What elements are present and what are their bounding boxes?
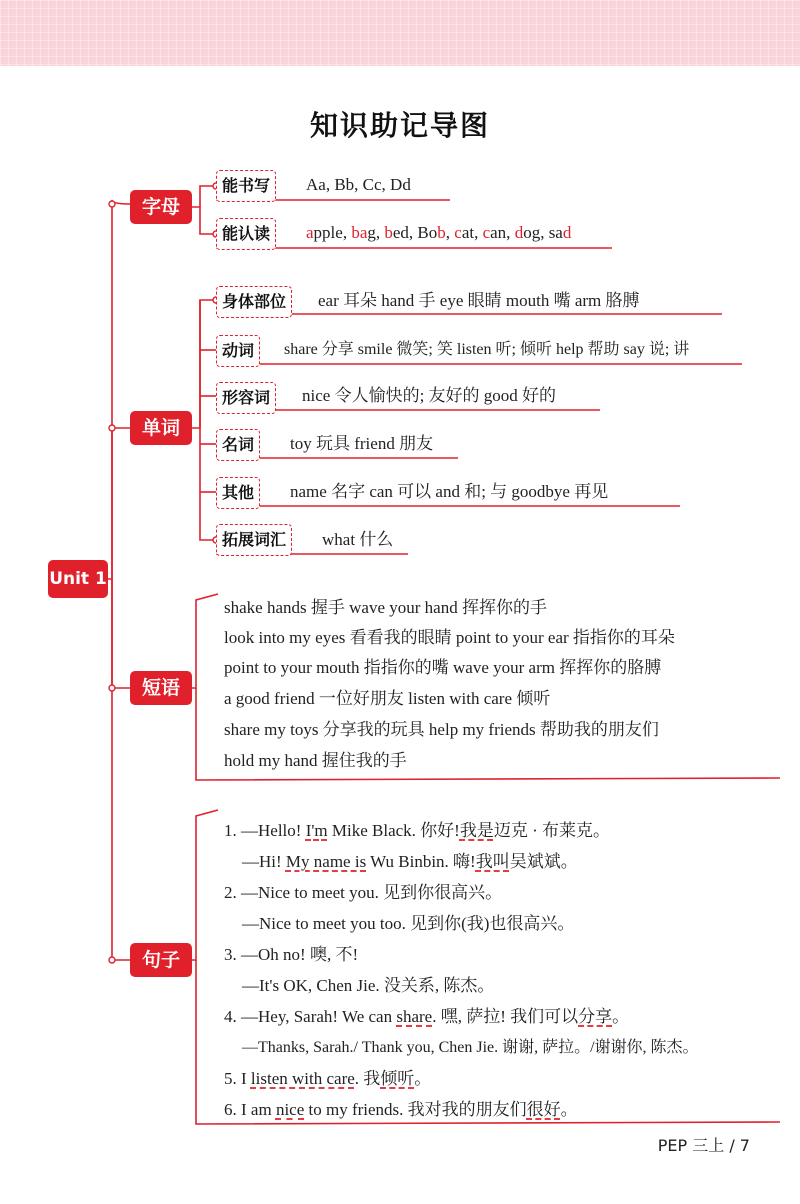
word-part: ,	[445, 223, 455, 242]
word-part: g,	[367, 223, 385, 242]
write-letters-text: Aa, Bb, Cc, Dd	[306, 175, 411, 194]
phrase-line: a good friend 一位好朋友 listen with care 倾听	[224, 689, 551, 708]
highlighted-letter: d	[562, 223, 572, 242]
highlighted-letter: a	[359, 223, 368, 242]
word-part: sa	[548, 223, 563, 242]
sentence-part: 5. I	[224, 1069, 251, 1088]
label-can-write: 能书写	[216, 170, 276, 202]
highlighted-letter: b	[437, 223, 446, 242]
key-phrase: share	[396, 1007, 433, 1026]
sentence-part: 6. I am	[224, 1100, 276, 1119]
key-phrase: 很好	[526, 1100, 561, 1119]
sentence-part: —Nice to meet you too. 见到你(我)也很高兴。	[242, 914, 575, 933]
category-letters: 字母	[130, 190, 192, 224]
category-sentences: 句子	[130, 943, 192, 977]
body-parts-text: ear 耳朵 hand 手 eye 眼睛 mouth 嘴 arm 胳膊	[318, 291, 640, 310]
page-footer: PEP 三上 / 7	[657, 1136, 750, 1155]
label-extended-vocab: 拓展词汇	[216, 524, 292, 556]
sentence-line	[242, 975, 494, 997]
sentence-part: Mike Black. 你好!	[327, 821, 460, 840]
key-phrase: 我是	[459, 821, 494, 840]
key-phrase: listen with care	[250, 1069, 355, 1088]
nouns-text: toy 玩具 friend 朋友	[290, 434, 434, 453]
highlighted-letter: b	[384, 223, 393, 242]
word-part: Bo	[417, 223, 438, 242]
word-part: ed,	[392, 223, 418, 242]
verbs-text: share 分享 smile 微笑; 笑 listen 听; 倾听 help 帮助 say 说; 讲	[284, 341, 690, 358]
sentence-part: 3. —Oh no! 噢, 不!	[224, 945, 359, 964]
sentence-line	[242, 1037, 699, 1059]
sentence-part: —Hi!	[242, 852, 286, 871]
others-text: name 名字 can 可以 and 和; 与 goodbye 再见	[290, 482, 609, 501]
phrase-line: shake hands 握手 wave your hand 挥挥你的手	[224, 598, 547, 617]
sentence-part: . 我	[354, 1069, 381, 1088]
phrase-line: look into my eyes 看看我的眼睛 point to your ear 指指你的耳朵	[224, 628, 675, 647]
sentence-part: 1. —Hello!	[224, 821, 306, 840]
sentence-part: . 嘿, 萨拉! 我们可以	[432, 1007, 579, 1026]
key-phrase: nice	[275, 1100, 305, 1119]
label-others: 其他	[216, 477, 260, 509]
category-phrases: 短语	[130, 671, 192, 705]
phrase-line: point to your mouth 指指你的嘴 wave your arm 挥挥你的胳膊	[224, 658, 662, 677]
word-part: at,	[461, 223, 483, 242]
sentence-part: to my friends. 我对我的朋友们	[304, 1100, 527, 1119]
phrase-line: share my toys 分享我的玩具 help my friends 帮助我的朋友们	[224, 720, 659, 739]
word-part: pple,	[313, 223, 352, 242]
word-part: og,	[523, 223, 549, 242]
sentence-part: 2. —Nice to meet you. 见到你很高兴。	[224, 883, 503, 902]
highlighted-letter: b	[351, 223, 360, 242]
sentence-part: 。	[560, 1100, 578, 1119]
label-can-read: 能认读	[216, 218, 276, 250]
sentence-line	[224, 1068, 431, 1090]
extended-vocab-text: what 什么	[322, 530, 394, 549]
label-nouns: 名词	[216, 429, 260, 461]
label-adjectives: 形容词	[216, 382, 276, 414]
read-words-text	[306, 222, 571, 244]
sentence-line	[224, 1006, 629, 1028]
sentence-line	[224, 882, 502, 904]
sentence-part: 4. —Hey, Sarah! We can	[224, 1007, 397, 1026]
highlighted-letter: c	[454, 223, 462, 242]
phrase-line: hold my hand 握住我的手	[224, 751, 407, 770]
sentence-part: 。	[612, 1007, 630, 1026]
sentence-part: —Thanks, Sarah./ Thank you, Chen Jie. 谢谢, 萨拉。/谢谢你, 陈杰。	[242, 1039, 699, 1056]
sentence-line	[242, 851, 578, 873]
sentence-line	[224, 1099, 578, 1121]
key-phrase: 分享	[578, 1007, 613, 1026]
key-phrase: 我叫	[475, 852, 510, 871]
label-verbs: 动词	[216, 335, 260, 367]
root-node: Unit 1	[48, 560, 108, 598]
highlighted-letter: a	[306, 223, 314, 242]
category-words: 单词	[130, 411, 192, 445]
sentence-part: 迈克 · 布莱克。	[493, 821, 611, 840]
word-part: an,	[490, 223, 515, 242]
key-phrase: My name is	[285, 852, 367, 871]
highlighted-letter: c	[482, 223, 491, 242]
sentence-line	[242, 913, 574, 935]
sentence-part: 。	[414, 1069, 432, 1088]
sentence-line	[224, 820, 610, 842]
key-phrase: 倾听	[380, 1069, 415, 1088]
sentence-part: Wu Binbin. 嗨!	[366, 852, 476, 871]
key-phrase: I'm	[305, 821, 328, 840]
label-body-parts: 身体部位	[216, 286, 292, 318]
sentence-part: 吴斌斌。	[509, 852, 578, 871]
sentence-part: —It's OK, Chen Jie. 没关系, 陈杰。	[242, 976, 495, 995]
adjectives-text: nice 令人愉快的; 友好的 good 好的	[302, 386, 557, 405]
page-title: 知识助记导图	[309, 109, 490, 142]
sentence-line	[224, 944, 358, 966]
highlighted-letter: d	[514, 223, 524, 242]
